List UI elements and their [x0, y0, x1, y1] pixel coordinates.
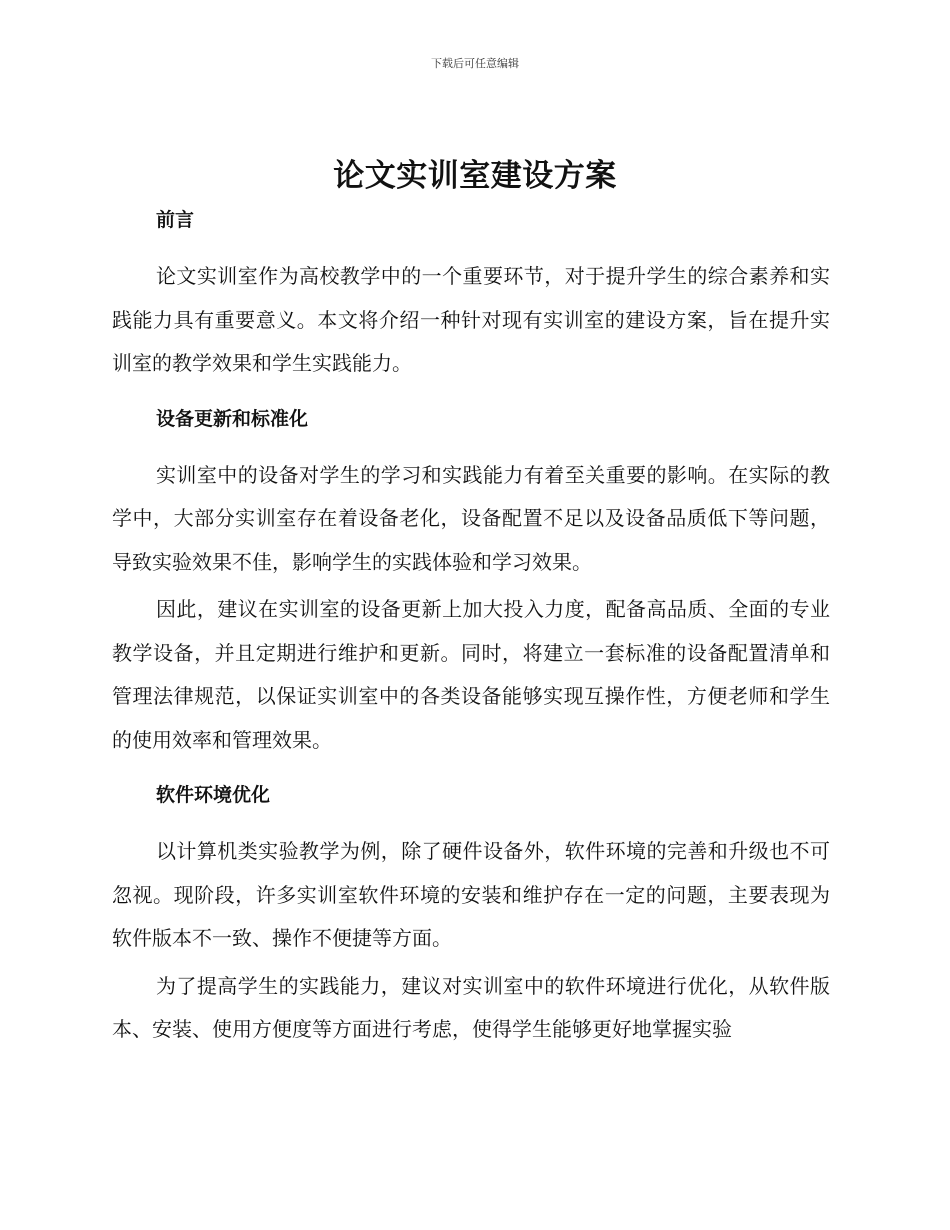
paragraph: 因此，建议在实训室的设备更新上加大投入力度，配备高品质、全面的专业教学设备，并且定期进行维护和更新。同时，将建立一套标准的设备配置清单和管理法律规范，以保证实训室中的各类设备能够实现互操作性，方便老师和学生的使用效率和管理效果。 — [112, 597, 830, 752]
section-heading-preface: 前言 — [156, 209, 195, 231]
paragraph: 为了提高学生的实践能力，建议对实训室中的软件环境进行优化，从软件版本、安装、使用方便度等方面进行考虑，使得学生能够更好地掌握实验 — [112, 973, 830, 1041]
header-note: 下载后可任意编辑 — [431, 57, 519, 70]
paragraph: 实训室中的设备对学生的学习和实践能力有着至关重要的影响。在实际的教学中，大部分实训室存在着设备老化，设备配置不足以及设备品质低下等问题，导致实验效果不佳，影响学生的实践体验和学习效果。 — [112, 462, 830, 574]
document-title: 论文实训室建设方案 — [333, 158, 617, 194]
section-heading-software: 软件环境优化 — [156, 784, 271, 806]
section-heading-equipment: 设备更新和标准化 — [156, 407, 309, 430]
document-body — [112, 203, 830, 1052]
paragraph: 以计算机类实验教学为例，除了硬件设备外，软件环境的完善和升级也不可忽视。现阶段，许多实训室软件环境的安装和维护存在一定的问题，主要表现为软件版本不一致、操作不便捷等方面。 — [112, 839, 830, 950]
paragraph: 论文实训室作为高校教学中的一个重要环节，对于提升学生的综合素养和实践能力具有重要意义。本文将介绍一种针对现有实训室的建设方案，旨在提升实训室的教学效果和学生实践能力。 — [112, 264, 830, 375]
